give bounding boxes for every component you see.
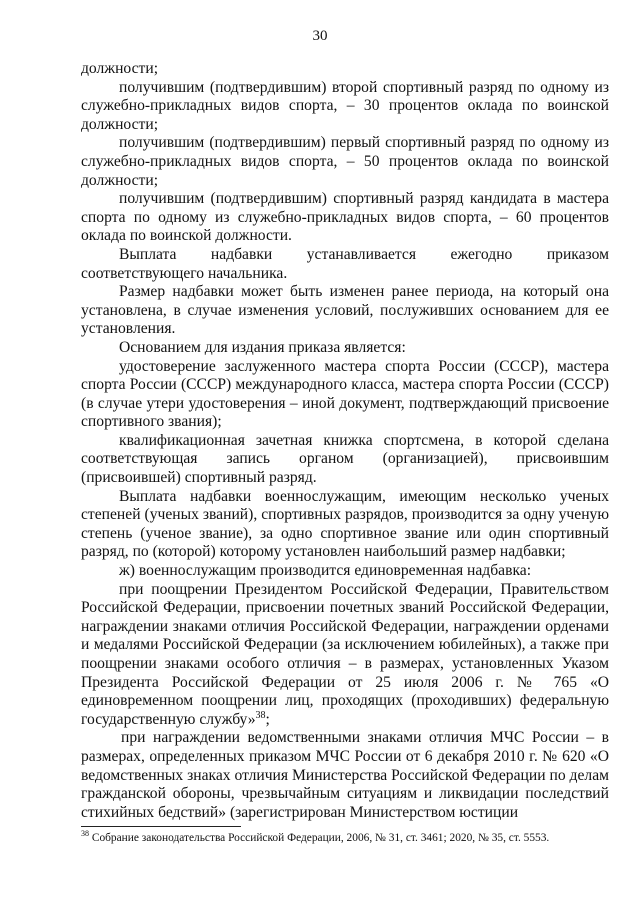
footnote-text: Собрание законодательства Российской Федерации, 2006, № 31, ст. 3461; 2020, № 35, ст. 5553.	[89, 832, 550, 844]
paragraph: Выплата надбавки устанавливается ежегодно приказом соответствующего начальника.	[81, 245, 609, 282]
footnote-divider	[81, 826, 241, 827]
page-number: 30	[312, 28, 328, 44]
paragraph: квалификационная зачетная книжка спортсмена, в которой сделана соответствующая запись органом (организацией), присвоившим (присвоившей) спортивный разряд.	[81, 431, 609, 487]
paragraph: получившим (подтвердившим) второй спортивный разряд по одному из служебно-прикладных видов спорта, – 30 процентов оклада по воинской должности;	[81, 78, 609, 133]
document-body	[81, 60, 609, 822]
paragraph: Выплата надбавки военнослужащим, имеющим несколько ученых степеней (ученых званий), спортивных разрядов, производится за одну ученую степень (ученое звание), за одно спортивное звание или один спортивный разряд, по (которой) которому установлен наибольший размер надбавки;	[81, 487, 609, 561]
footnote	[81, 831, 609, 845]
paragraph: Основанием для издания приказа является:	[119, 338, 406, 356]
paragraph: при награждении ведомственными знаками отличия МЧС России – в размерах, определенных приказом МЧС России от 6 декабря 2010 г. № 620 «О ведомственных знаках отличия Министерства Российской Федерации по делам гражданской обороны, чрезвычайным ситуациям и ликвидации последствий стихийных бедствий» (зарегистрирован Министерством юстиции	[81, 729, 609, 821]
paragraph-suffix: ;	[265, 710, 270, 728]
paragraph-with-footnote	[81, 581, 609, 730]
paragraph: удостоверение заслуженного мастера спорта России (СССР), мастера спорта России (СССР) международного класса, мастера спорта России (СССР) (в случае утери удостоверения – иной документ, подтверждающий присвоение спортивного звания);	[81, 357, 609, 431]
paragraph: получившим (подтвердившим) спортивный разряд кандидата в мастера спорта по одному из служебно-прикладных видов спорта, – 60 процентов оклада по воинской должности.	[81, 190, 609, 245]
paragraph-text: при поощрении Президентом Российской Федерации, Правительством Российской Федерации, присвоении почетных званий Российской Федерации, награждении знаками отличия Российской Федерации, награждении орденами и медалями Российской Федерации (за исключением юбилейных), а также при поощрении знаками особого отличия – в размерах, установленных Указом Президента Российской Федерации от 25 июля 2006 г. № 765 «О единовременном поощрении лиц, проходящих (проходивших) федеральную государственную службу»	[81, 580, 609, 728]
paragraph: должности;	[81, 60, 159, 77]
paragraph: ж) военнослужащим производится единовременная надбавка:	[119, 562, 532, 580]
footnote-reference: 38	[255, 709, 266, 721]
footnote-marker: 38	[81, 829, 89, 839]
paragraph: получившим (подтвердившим) первый спортивный разряд по одному из служебно-прикладных видов спорта, – 50 процентов оклада по воинской должности;	[81, 134, 609, 189]
paragraph: Размер надбавки может быть изменен ранее периода, на который она установлена, в случае изменения условий, послуживших основанием для ее установления.	[81, 283, 609, 338]
